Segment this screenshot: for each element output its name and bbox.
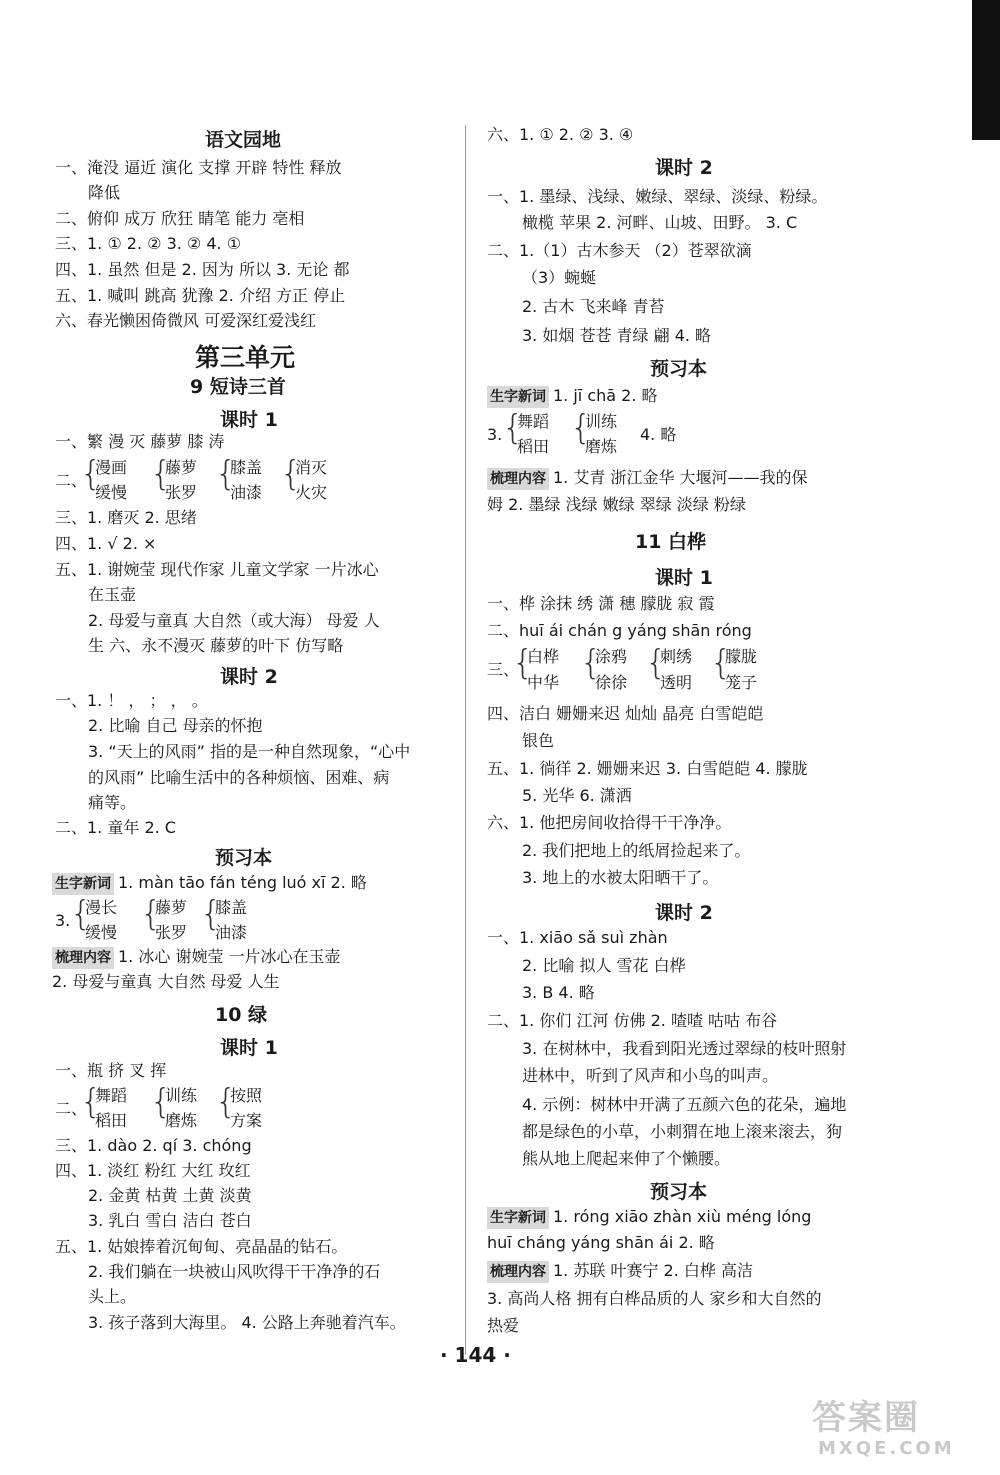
- answer-line: 在玉壶: [88, 585, 137, 604]
- l9-yxb-title: 预习本: [215, 847, 273, 869]
- l11-ks2-title: 课时 2: [655, 902, 713, 924]
- l10-ks1-title: 课时 1: [220, 1037, 278, 1059]
- answer-line: [487, 1206, 811, 1229]
- pair-word: 舞蹈: [517, 412, 550, 431]
- answer-line: 一、瓶 挤 叉 挥: [55, 1061, 167, 1080]
- answer-line: 3. 乳白 雪白 洁白 苍白: [88, 1211, 252, 1230]
- line-text: 1. 苏联 叶赛宁 2. 白桦 高洁: [553, 1261, 753, 1280]
- answer-line: 的风雨” 比喻生活中的各种烦恼、困难、病: [88, 768, 390, 787]
- pair-word: 稻田: [95, 1111, 128, 1130]
- pair-word: 张罗: [165, 483, 198, 502]
- brace: {: [140, 894, 162, 934]
- pair-word: 膝盖: [215, 898, 248, 917]
- line-text: 1. 冰心 谢婉莹 一片冰心在玉壶: [118, 947, 341, 966]
- line-text: 1. róng xiāo zhàn xiù méng lóng: [553, 1207, 812, 1226]
- answer-line: huī cháng yáng shān ái 2. 略: [487, 1233, 715, 1252]
- pair-word: 训练: [165, 1086, 198, 1105]
- brace: {: [80, 454, 102, 494]
- pair-word: 涂鸦: [595, 647, 628, 666]
- answer-line: [487, 385, 658, 408]
- brace: {: [215, 454, 237, 494]
- answer-line: 3.: [487, 425, 503, 444]
- answer-line: 三、: [487, 660, 520, 679]
- answer-line: 一、1. 墨绿、浅绿、嫩绿、翠绿、淡绿、粉绿。: [487, 187, 828, 206]
- yuwen-line: 二、俯仰 成万 欣狂 睛笔 能力 亳相: [55, 209, 305, 228]
- answer-line: [487, 467, 808, 490]
- pair-word: 笼子: [725, 673, 758, 692]
- brace: {: [502, 408, 524, 448]
- answer-line: 3.: [55, 911, 71, 930]
- answer-line: 2. 我们把地上的纸屑捡起来了。: [522, 841, 751, 860]
- lesson10-title: 10 绿: [215, 1004, 268, 1026]
- page-number: · 144 ·: [440, 1343, 511, 1367]
- answer-line: 4. 示例：树林中开满了五颜六色的花朵，遍地: [522, 1095, 847, 1114]
- line-text: 1. màn tāo fán téng luó xī 2. 略: [118, 873, 367, 892]
- pair-word: 刺绣: [660, 647, 693, 666]
- answer-line: 痛等。: [88, 793, 137, 812]
- answer-line: 五、1. 谢婉莹 现代作家 儿童文学家 一片冰心: [55, 560, 379, 579]
- answer-line: 一、1. xiāo sǎ suì zhàn: [487, 928, 668, 947]
- tag-label: 梳理内容: [487, 468, 549, 490]
- tag-label: 生字新词: [487, 1207, 549, 1229]
- answer-line: 四、洁白 姗姗来迟 灿灿 晶亮 白雪皑皑: [487, 704, 764, 723]
- answer-line: 四、1. √ 2. ×: [55, 534, 157, 553]
- answer-line: 都是绿色的小草，小刺猬在地上滚来滚去，狗: [522, 1122, 843, 1141]
- brace: {: [80, 1082, 102, 1122]
- unit-title: 第三单元: [195, 343, 296, 372]
- pair-word: 油漆: [230, 483, 263, 502]
- answer-line: 2. 金黄 枯黄 土黄 淡黄: [88, 1186, 252, 1205]
- line-text: 1. jī chā 2. 略: [553, 386, 658, 405]
- pair-word: 漫画: [95, 458, 128, 477]
- brace: {: [580, 643, 602, 683]
- yuwen-title: 语文园地: [205, 129, 282, 151]
- yuwen-line: 四、1. 虽然 但是 2. 因为 所以 3. 无论 都: [55, 260, 350, 279]
- brace: {: [200, 894, 222, 934]
- lesson11-title: 11 白桦: [635, 531, 707, 553]
- answer-line: 银色: [522, 731, 555, 750]
- watermark-logo: 答案圈: [812, 1398, 920, 1438]
- brace: {: [150, 454, 172, 494]
- answer-line: 3. 高尚人格 拥有白桦品质的人 家乡和大自然的: [487, 1289, 822, 1308]
- answer-line: 橄榄 苹果 2. 河畔、山坡、田野。 3. C: [522, 213, 798, 232]
- pair-word: 火灾: [295, 483, 328, 502]
- pair-word: 张罗: [155, 923, 188, 942]
- answer-line: 二、: [55, 1099, 88, 1118]
- pair-word: 油漆: [215, 923, 248, 942]
- answer-line: 5. 光华 6. 潇洒: [522, 786, 632, 805]
- tag-label: 梳理内容: [52, 947, 114, 969]
- answer-line: 2. 我们躺在一块被山风吹得干干净净的石: [88, 1262, 381, 1281]
- pair-word: 藤萝: [165, 458, 198, 477]
- pair-word: 稻田: [517, 437, 550, 456]
- l9-ks1-title: 课时 1: [220, 409, 278, 431]
- page-edge-mark: [972, 0, 1000, 140]
- pair-word: 漫长: [85, 898, 118, 917]
- answer-line: 热爱: [487, 1316, 520, 1335]
- brace: {: [150, 1082, 172, 1122]
- yuwen-line: 三、1. ① 2. ② 3. ② 4. ①: [55, 234, 242, 253]
- answer-line: 3. B 4. 略: [522, 983, 595, 1002]
- answer-line: 3. 地上的水被太阳晒干了。: [522, 868, 719, 887]
- pair-word: 中华: [527, 673, 560, 692]
- answer-line: 二、1.（1）古木参天 （2）苍翠欲滴: [487, 241, 752, 260]
- answer-line: 2. 母爱与童真 大自然（或大海） 母爱 人: [88, 611, 380, 630]
- l9-ks2-title: 课时 2: [220, 666, 278, 688]
- answer-line: 六、1. 他把房间收拾得干干净净。: [487, 813, 732, 832]
- answer-line: 4. 略: [640, 425, 677, 444]
- brace: {: [512, 643, 534, 683]
- yuwen-line: 五、1. 喊叫 跳高 犹豫 2. 介绍 方正 停止: [55, 286, 346, 305]
- answer-line: 二、1. 你们 江河 仿佛 2. 喳喳 咕咕 布谷: [487, 1011, 778, 1030]
- pair-word: 缓慢: [95, 483, 128, 502]
- l11-ks1-title: 课时 1: [655, 567, 713, 589]
- answer-line: [52, 946, 341, 969]
- answer-line: 头上。: [88, 1287, 137, 1306]
- pair-word: 消灭: [295, 458, 328, 477]
- answer-line: （3）蜿蜒: [522, 268, 597, 287]
- pair-word: 透明: [660, 673, 693, 692]
- tag-label: 生字新词: [52, 873, 114, 895]
- answer-line: 2. 古木 飞来峰 青苔: [522, 297, 665, 316]
- watermark-url: MXQE.COM: [818, 1438, 955, 1459]
- pair-word: 按照: [230, 1086, 263, 1105]
- answer-line: 一、1. ！ ， ； ， 。: [55, 691, 208, 710]
- yuwen-line: 六、春光懒困倚微风 可爱深红爱浅红: [55, 311, 317, 330]
- pair-word: 舞蹈: [95, 1086, 128, 1105]
- answer-line: 3. “天上的风雨” 指的是一种自然现象，“心中: [88, 742, 411, 761]
- tag-label: 梳理内容: [487, 1261, 549, 1283]
- answer-line: 五、1. 徜徉 2. 姗姗来迟 3. 白雪皑皑 4. 朦胧: [487, 759, 808, 778]
- answer-line: 熊从地上爬起来伸了个懒腰。: [522, 1149, 731, 1168]
- yuwen-line: 一、淹没 逼近 演化 支撑 开辟 特性 释放: [55, 158, 342, 177]
- answer-line: 3. 孩子落到大海里。 4. 公路上奔驰着汽车。: [88, 1313, 406, 1332]
- pair-word: 方案: [230, 1111, 263, 1130]
- brace: {: [710, 643, 732, 683]
- column-divider: [465, 125, 466, 1355]
- answer-line: 二、huī ái chán g yáng shān róng: [487, 621, 752, 640]
- r-ks2-title: 课时 2: [655, 157, 713, 179]
- pair-word: 磨炼: [165, 1111, 198, 1130]
- answer-line: 六、1. ① 2. ② 3. ④: [487, 125, 634, 144]
- answer-line: 三、1. 磨灭 2. 思绪: [55, 508, 197, 527]
- answer-line: 姆 2. 墨绿 浅绿 嫩绿 翠绿 淡绿 粉绿: [487, 495, 746, 514]
- pair-word: 缓慢: [85, 923, 118, 942]
- answer-line: 二、1. 童年 2. C: [55, 818, 176, 837]
- answer-line: 2. 比喻 拟人 雪花 白桦: [522, 956, 686, 975]
- tag-label: 生字新词: [487, 386, 549, 408]
- pair-word: 徐徐: [595, 673, 628, 692]
- answer-line: 2. 比喻 自己 母亲的怀抱: [88, 716, 263, 735]
- answer-line: 一、桦 涂抹 绣 潇 穗 朦胧 寂 霞: [487, 594, 715, 613]
- answer-line: [52, 872, 367, 895]
- r-yxb-title: 预习本: [650, 358, 708, 380]
- answer-line: [487, 1260, 753, 1283]
- answer-line: 3. 如烟 苍苍 青绿 翩 4. 略: [522, 326, 712, 345]
- answer-line: 3. 在树林中，我看到阳光透过翠绿的枝叶照射: [522, 1039, 847, 1058]
- answer-line: 二、: [55, 471, 88, 490]
- lesson9-title: 9 短诗三首: [190, 376, 286, 398]
- answer-line: 生 六、永不漫灭 藤萝的叶下 仿写略: [88, 636, 344, 655]
- pair-word: 白桦: [527, 647, 560, 666]
- brace: {: [645, 643, 667, 683]
- answer-line: 进林中，听到了风声和小鸟的叫声。: [522, 1066, 779, 1085]
- answer-line: 四、1. 淡红 粉红 大红 玫红: [55, 1161, 251, 1180]
- brace: {: [570, 408, 592, 448]
- answer-line: 三、1. dào 2. qí 3. chóng: [55, 1136, 252, 1155]
- answer-line: 一、繁 漫 灭 藤萝 膝 涛: [55, 432, 225, 451]
- pair-word: 膝盖: [230, 458, 263, 477]
- yuwen-line: 降低: [88, 183, 121, 202]
- brace: {: [70, 894, 92, 934]
- pair-word: 朦胧: [725, 647, 758, 666]
- line-text: 1. 艾青 浙江金华 大堰河——我的保: [553, 468, 808, 487]
- brace: {: [280, 454, 302, 494]
- pair-word: 训练: [585, 412, 618, 431]
- pair-word: 藤萝: [155, 898, 188, 917]
- answer-line: 2. 母爱与童真 大自然 母爱 人生: [52, 972, 280, 991]
- answer-line: 五、1. 姑娘捧着沉甸甸、亮晶晶的钻石。: [55, 1237, 348, 1256]
- l11-yxb-title: 预习本: [650, 1181, 708, 1203]
- pair-word: 磨炼: [585, 437, 618, 456]
- brace: {: [215, 1082, 237, 1122]
